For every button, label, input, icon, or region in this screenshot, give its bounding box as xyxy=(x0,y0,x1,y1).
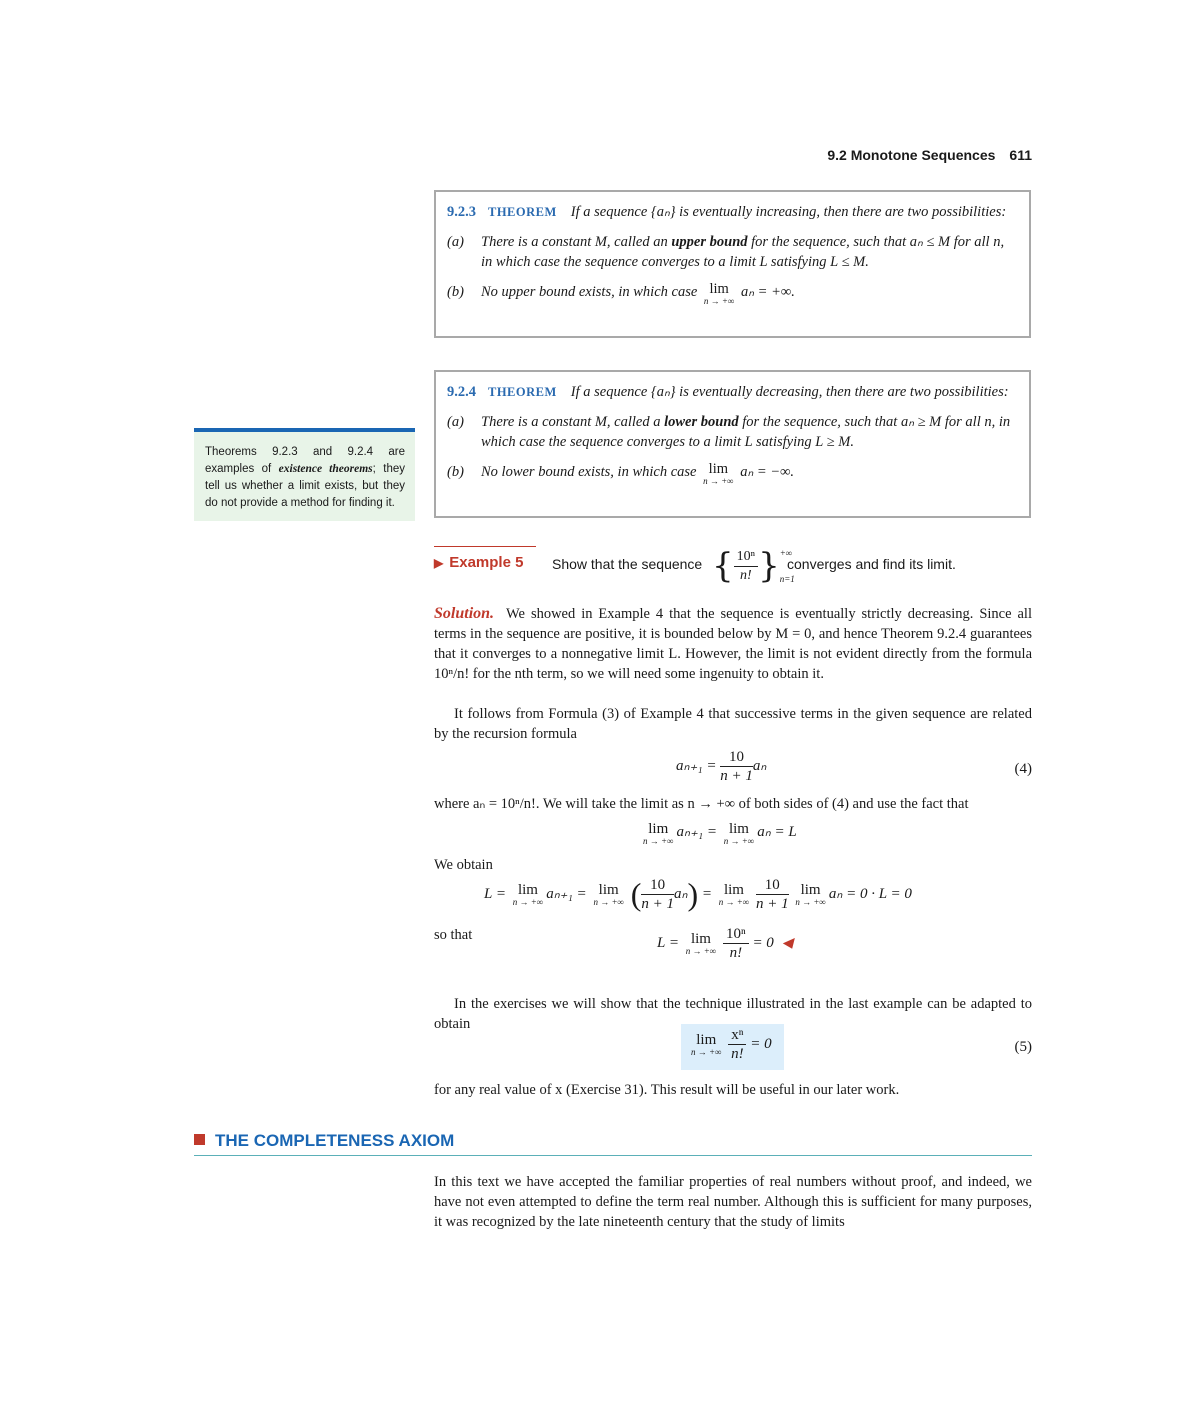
limit-operator: lim n → +∞ xyxy=(703,281,735,306)
solution-text: We showed in Example 4 that the sequence is eventually strictly decreasing. Since all terms in the sequence are positive, it is bounded below by M = 0, and hence Theorem 9.2.4 guarantees that it converges to a nonnegative limit L. However, the limit is not evident directly from the formula 10ⁿ/n! for the nth term, so we will need some ingenuity to obtain it. xyxy=(434,606,1032,682)
set-denominator: n! xyxy=(740,567,752,583)
paragraph-result: for any real value of x (Exercise 31). This result will be useful in our later work. xyxy=(434,1082,900,1098)
equation-number: (4) xyxy=(1014,761,1032,777)
section-square-icon xyxy=(194,1134,205,1145)
equation-number: (5) xyxy=(1014,1039,1032,1055)
page-number: 611 xyxy=(1009,147,1032,163)
note-emphasis: existence theorems xyxy=(278,463,373,475)
item-a-text: There is a constant M, called a xyxy=(481,414,661,430)
example-arrow-icon: ▶ xyxy=(434,556,444,570)
equation-final: L = lim n → +∞ $\frac{\text{10ⁿ}}{n!}$ = 0 ◀ xyxy=(657,926,793,961)
theorem-keyword: THEOREM xyxy=(488,385,557,399)
item-label: (b) xyxy=(447,464,464,480)
equation-fact: lim n → +∞ aₙ₊₁ = lim n → +∞ aₙ = L xyxy=(643,821,797,846)
example-rule xyxy=(434,546,536,547)
sequence-set: { $\frac{\text{10ⁿ}}{n!}$ } +∞ n=1 xyxy=(712,540,795,592)
theorem-9-2-4-box xyxy=(434,370,1031,518)
paragraph-exercises: In the exercises we will show that the technique illustrated in the last example can be adapted to obtain xyxy=(434,996,1032,1032)
end-of-example-icon: ◀ xyxy=(781,935,793,951)
paragraph-so-that: so that xyxy=(434,927,473,943)
solution-label: Solution. xyxy=(434,605,495,622)
equation-obtain: L = lim n → +∞ aₙ₊₁ = lim n → +∞ ( $\frac{10}{n + 1}$ aₙ) = lim n → +∞ $\frac{10}{n + 1}$ lim n → +∞ aₙ = 0 · L = 0 xyxy=(484,876,912,912)
section-heading: THE COMPLETENESS AXIOM xyxy=(194,1131,454,1151)
equation-5: lim n → +∞ $\frac{\text{xⁿ}}{n!}$ = 0 xyxy=(691,1027,772,1062)
item-label: (a) xyxy=(447,414,464,430)
set-lower-limit: n=1 xyxy=(779,574,795,584)
note-text-cont: ; they tell us whether a limit exists, but they do not provide a method for finding it. xyxy=(205,463,405,509)
theorem-9-2-3-box xyxy=(434,190,1031,338)
theorem-intro: If a sequence {aₙ} is eventually increasing, then there are two possibilities: xyxy=(570,204,1007,220)
equation-4: aₙ₊₁ = $\frac{10}{n + 1}$ aₙ xyxy=(676,749,767,784)
paragraph-completeness: In this text we have accepted the familiar properties of real numbers without proof, and indeed, we have not even attempted to define the term real number. Although this is sufficient for many purposes, it was recognized by the late nineteenth century that the study of limits xyxy=(434,1174,1032,1230)
theorem-number: 9.2.3 xyxy=(447,204,476,220)
paragraph-obtain: We obtain xyxy=(434,857,493,873)
header-section: 9.2 Monotone Sequences xyxy=(827,147,996,163)
item-label: (b) xyxy=(447,284,464,300)
set-numerator: 10ⁿ xyxy=(734,548,758,567)
set-upper-limit: +∞ xyxy=(779,548,793,558)
lower-bound-term: lower bound xyxy=(664,414,739,430)
theorem-intro: If a sequence {aₙ} is eventually decreasing, then there are two possibilities: xyxy=(570,384,1009,400)
theorem-keyword: THEOREM xyxy=(488,205,557,219)
item-a-text: There is a constant M, called an xyxy=(481,234,668,250)
note-text: Theorems 9.2.3 and 9.2.4 are examples of xyxy=(205,446,405,475)
item-a-text-cont: for the sequence, such that aₙ ≥ M for all n, in which case the sequence converges to a limit L satisfying L ≥ M. xyxy=(481,414,1011,450)
limit-operator: lim n → +∞ xyxy=(703,461,734,486)
paragraph-recursion: It follows from Formula (3) of Example 4 that successive terms in the given sequence are related by the recursion formula xyxy=(434,706,1032,742)
item-label: (a) xyxy=(447,234,464,250)
item-b-text: No lower bound exists, in which case xyxy=(481,464,697,480)
item-b-end: aₙ = +∞. xyxy=(741,284,795,300)
example-text-cont: converges and find its limit. xyxy=(787,556,956,572)
item-a-text-cont: for the sequence, such that aₙ ≤ M for all n, in which case the sequence converges to a limit L satisfying L ≤ M. xyxy=(481,234,1005,270)
upper-bound-term: upper bound xyxy=(671,234,748,250)
example-text: Show that the sequence xyxy=(552,556,703,572)
item-b-end: aₙ = −∞. xyxy=(740,464,795,480)
theorem-number: 9.2.4 xyxy=(447,384,476,400)
example-label: ▶ Example 5 xyxy=(434,554,524,571)
solution-paragraph xyxy=(434,604,1032,684)
paragraph-limit: where aₙ = 10ⁿ/n!. We will take the limit as n → +∞ of both sides of (4) and use the fact that xyxy=(434,796,969,812)
running-header xyxy=(700,147,1032,163)
margin-note xyxy=(194,428,415,521)
section-rule xyxy=(194,1155,1032,1156)
item-b-text: No upper bound exists, in which case xyxy=(481,284,698,300)
